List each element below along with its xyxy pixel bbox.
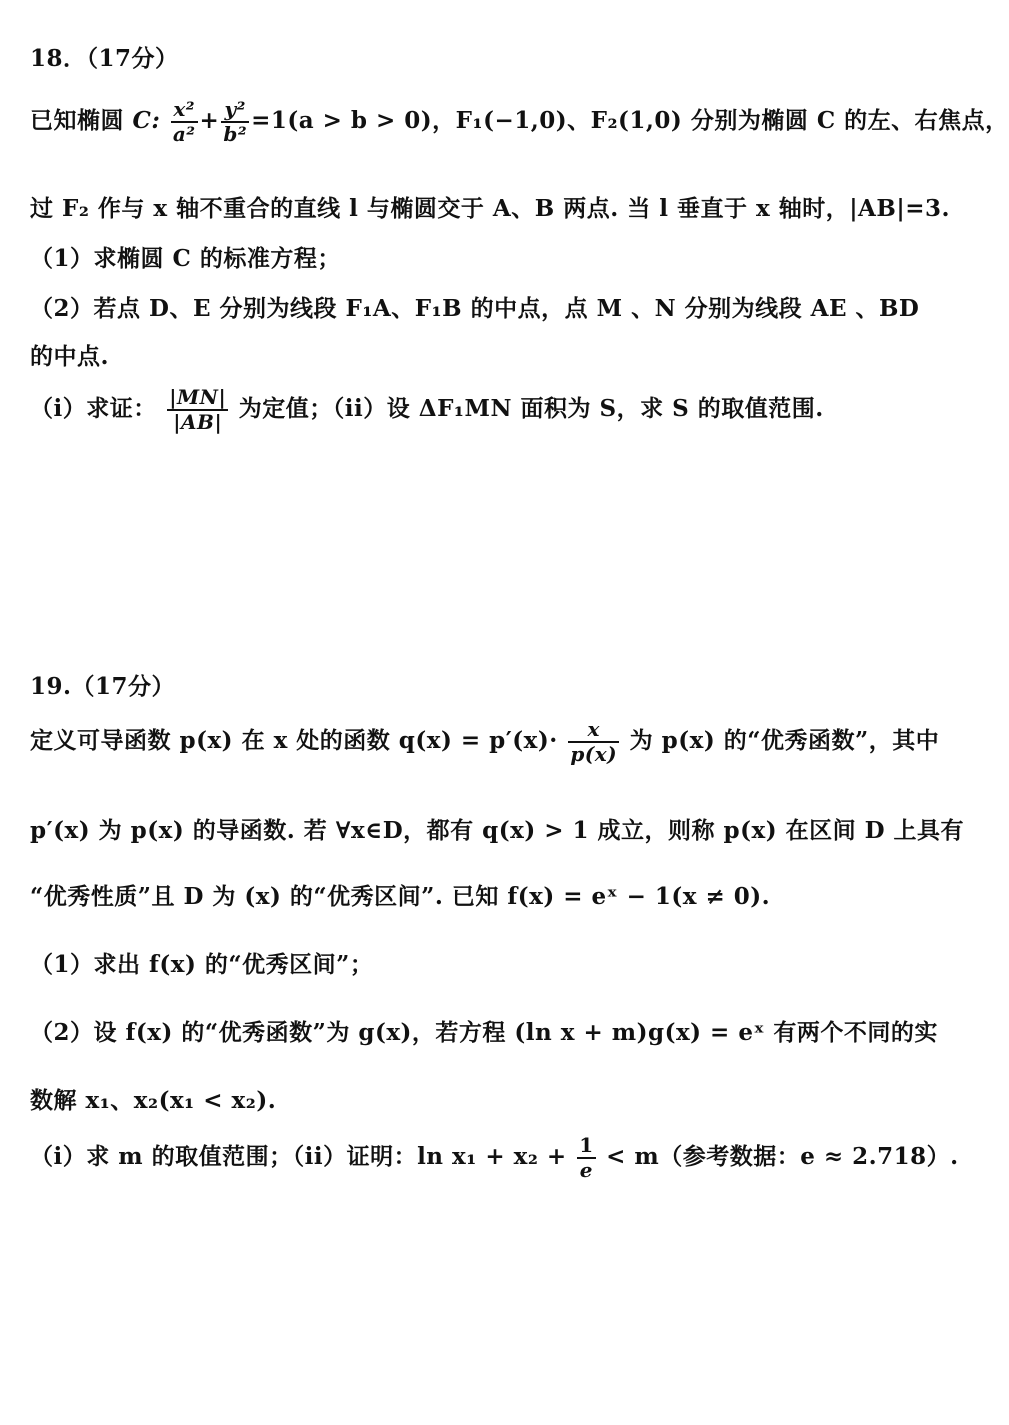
fraction-denominator: b² <box>223 122 248 146</box>
q19-line-1 <box>30 718 939 766</box>
q19-subparts <box>30 1134 959 1182</box>
fraction-denominator: |AB| <box>173 410 223 434</box>
q19-header: 19.（17分） <box>30 673 176 700</box>
fraction-denominator: p(x) <box>570 742 618 766</box>
fraction-denominator: e <box>579 1158 594 1182</box>
q18-line-2: 过 F₂ 作与 x 轴不重合的直线 l 与椭圆交于 A、B 两点. 当 l 垂直于 x 轴时，|AB|=3. <box>30 195 950 222</box>
fraction-1-e <box>577 1134 595 1182</box>
q18-subparts <box>30 386 824 434</box>
q18-line1-ellipse-name: C: <box>132 107 161 134</box>
q18-line1-text-b: =1(a > b > 0)，F₁(−1,0)、F₂(1,0) 分别为椭圆 C 的左、右焦点， <box>251 107 1009 134</box>
q19-line-6: 数解 x₁、x₂(x₁ < x₂). <box>30 1087 277 1114</box>
q18-part-1: （1）求椭圆 C 的标准方程； <box>30 245 341 272</box>
fraction-x2-a2 <box>171 98 198 146</box>
fraction-numerator: x <box>568 718 619 743</box>
q18-line1-text-a: 已知椭圆 <box>30 107 124 134</box>
q19-line1-text-a: 定义可导函数 p(x) 在 x 处的函数 q(x) = p′(x)· <box>30 727 558 754</box>
q18-sub-i-text: （i）求证： <box>30 395 157 422</box>
q19-sub-text-b: < m（参考数据：e ≈ 2.718）. <box>606 1143 959 1170</box>
fraction-numerator: x² <box>171 98 198 123</box>
q18-sub-ii-text: 为定值；（ii）设 ΔF₁MN 面积为 S，求 S 的取值范围. <box>238 395 824 422</box>
fraction-x-px <box>568 718 619 766</box>
q19-line-3: “优秀性质”且 D 为 (x) 的“优秀区间”. 已知 f(x) = eˣ − 1(x ≠ 0). <box>30 883 771 910</box>
fraction-mn-ab <box>167 386 228 434</box>
q18-header: 18．（17分） <box>30 45 179 72</box>
q18-line-5: 的中点. <box>30 343 110 370</box>
fraction-y2-b2 <box>221 98 249 146</box>
q18-line-1 <box>30 98 1009 146</box>
fraction-numerator: 1 <box>579 1133 594 1157</box>
fraction-denominator: a² <box>172 122 196 146</box>
q19-line1-text-b: 为 p(x) 的“优秀函数”，其中 <box>629 727 940 754</box>
fraction-numerator: |MN| <box>169 385 227 409</box>
q19-line-2: p′(x) 为 p(x) 的导函数. 若 ∀x∈D，都有 q(x) > 1 成立，则称 p(x) 在区间 D 上具有 <box>30 817 965 844</box>
q19-part-2: （2）设 f(x) 的“优秀函数”为 g(x)，若方程 (ln x + m)g(x) = eˣ 有两个不同的实 <box>30 1019 938 1046</box>
fraction-numerator: y² <box>221 98 249 123</box>
plus-sign: + <box>199 107 220 134</box>
q18-part-2: （2）若点 D、E 分别为线段 F₁A、F₁B 的中点，点 M 、N 分别为线段 AE 、BD <box>30 295 920 322</box>
q19-part-1: （1）求出 f(x) 的“优秀区间”； <box>30 951 374 978</box>
q19-sub-text-a: （i）求 m 的取值范围；（ii）证明：ln x₁ + x₂ + <box>30 1143 567 1170</box>
